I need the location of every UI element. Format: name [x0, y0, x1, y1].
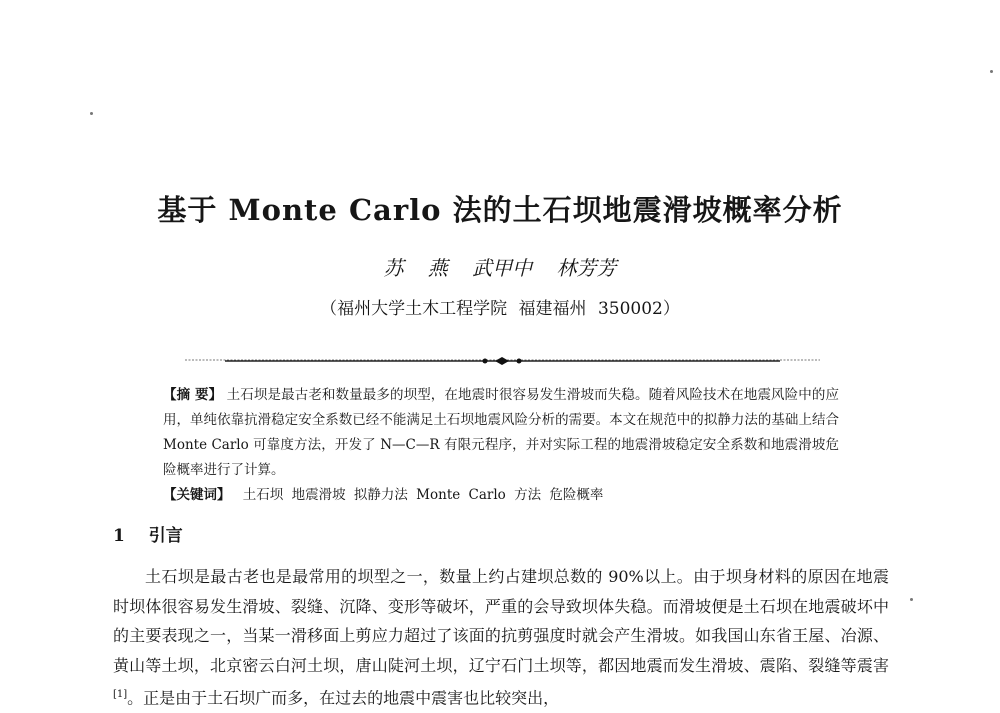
scan-speck: [910, 598, 913, 601]
abstract: [163, 383, 839, 483]
paragraph-tail: 。正是由于土石坝广而多，在过去的地震中震害也比较突出，: [127, 688, 560, 708]
body-text: [113, 562, 889, 713]
author-list: 苏 燕 武甲中 林芳芳: [383, 256, 617, 280]
ornamental-divider: [185, 352, 820, 368]
section-heading: [113, 523, 183, 549]
keywords-text: 土石坝 地震滑坡 拟静力法 Monte Carlo 方法 危险概率: [242, 487, 604, 503]
paper-title: 基于 Monte Carlo 法的土石坝地震滑坡概率分析: [157, 193, 843, 227]
abstract-label: 【摘 要】: [163, 387, 223, 403]
body-paragraph: [113, 562, 889, 713]
paragraph-text: 土石坝是最古老也是最常用的坝型之一，数量上约占建坝总数的 90%以上。由于坝身材料的原因在地震时坝体很容易发生滑坡、裂缝、沉降、变形等破坏，严重的会导致坝体失稳。而滑坡便是土石坝在地震破坏中的主要表现之一，当某一滑移面上剪应力超过了该面的抗剪强度时就会产生滑坡。如我国山东省王屋、冶源、黄山等土坝，北京密云白河土坝，唐山陡河土坝，辽宁石门土坝等，都因地震而发生滑坡、震陷、裂缝等震害: [113, 567, 889, 675]
keywords: [163, 483, 843, 507]
keywords-label: 【关键词】: [163, 487, 231, 503]
scan-speck: [90, 112, 93, 115]
abstract-text: 土石坝是最古老和数量最多的坝型，在地震时很容易发生滑坡而失稳。随着风险技术在地震风险中的应用，单纯依靠抗滑稳定安全系数已经不能满足土石坝地震风险分析的需要。本文在规范中的拟静力法的基础上结合 Monte Carlo 可靠度方法，开发了 N—C—R 有限元程序，并对实际工程的地震滑坡稳定安全系数和地震滑坡危险概率进行了计算。: [163, 387, 839, 478]
section-number: 1: [113, 526, 125, 546]
section-title: 引言: [148, 526, 183, 546]
affiliation: （福州大学土木工程学院 福建福州 350002）: [320, 299, 680, 319]
scan-speck: [990, 70, 993, 73]
citation-ref: [1]: [113, 689, 128, 700]
